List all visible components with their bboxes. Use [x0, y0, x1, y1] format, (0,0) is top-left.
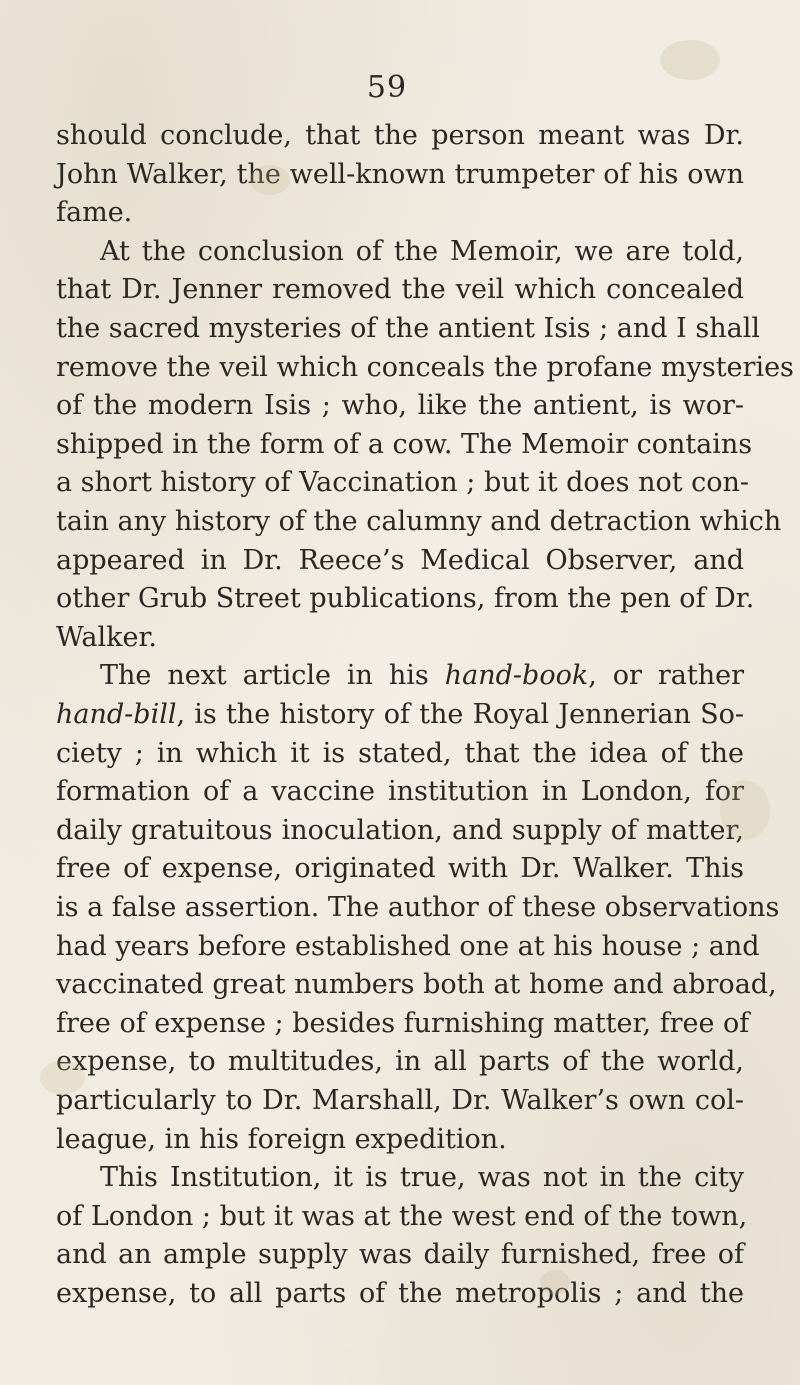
- text-line: formation of a vaccine institution in London, for: [56, 776, 744, 808]
- text-line: is a false assertion. The author of these observations: [56, 892, 780, 923]
- text-line: expense, to multitudes, in all parts of the world,: [56, 1046, 744, 1078]
- text-line: fame.: [56, 197, 133, 229]
- text-line: that Dr. Jenner removed the veil which concealed: [56, 274, 744, 306]
- text-line: should conclude, that the person meant was Dr.: [56, 120, 744, 151]
- text-line: other Grub Street publications, from the pen of Dr.: [56, 583, 755, 615]
- text-line: hand-bill, is the history of the Royal Jennerian So-: [56, 699, 744, 730]
- text-line: daily gratuitous inoculation, and supply of matter,: [56, 814, 744, 846]
- text-line: shipped in the form of a cow. The Memoir contains: [56, 428, 753, 460]
- text-line: of London ; but it was at the west end of the town,: [56, 1200, 748, 1232]
- text-line: a short history of Vaccination ; but it does not con-: [56, 467, 750, 499]
- text-line: vaccinated great numbers both at home and abroad,: [56, 969, 777, 1001]
- foxing-spot: [720, 780, 770, 840]
- foxing-spot: [660, 40, 720, 80]
- text-line: expense, to all parts of the metropolis ; and the: [56, 1278, 744, 1309]
- text-line: At the conclusion of the Memoir, we are told,: [100, 235, 744, 267]
- page-number: 59: [366, 70, 408, 105]
- text-line: ciety ; in which it is stated, that the idea of the: [56, 737, 744, 769]
- text-line: This Institution, it is true, was not in the city: [100, 1162, 744, 1194]
- text-line: free of expense ; besides furnishing matter, free of: [56, 1007, 750, 1039]
- text-line: of the modern Isis ; who, like the antient, is wor-: [56, 390, 744, 422]
- text-line: and an ample supply was daily furnished, free of: [56, 1239, 744, 1271]
- foxing-spot: [540, 1270, 570, 1295]
- foxing-spot: [40, 1060, 85, 1095]
- text-line: remove the veil which conceals the profane mysteries: [56, 351, 794, 383]
- text-line: free of expense, originated with Dr. Walker. This: [56, 853, 744, 885]
- text-line: tain any history of the calumny and detraction which: [56, 506, 782, 537]
- text-line: Walker.: [56, 621, 157, 653]
- text-line: John Walker, the well-known trumpeter of his own: [56, 158, 744, 190]
- text-line: the sacred mysteries of the antient Isis ; and I shall: [56, 313, 761, 344]
- text-line: league, in his foreign expedition.: [56, 1123, 507, 1155]
- text-line: The next article in his hand-book, or rather: [100, 660, 744, 692]
- foxing-spot: [250, 165, 290, 195]
- text-line: appeared in Dr. Reece’s Medical Observer, and: [56, 544, 744, 576]
- text-line: had years before established one at his house ; and: [56, 930, 760, 962]
- text-line: particularly to Dr. Marshall, Dr. Walker’s own col-: [56, 1085, 744, 1116]
